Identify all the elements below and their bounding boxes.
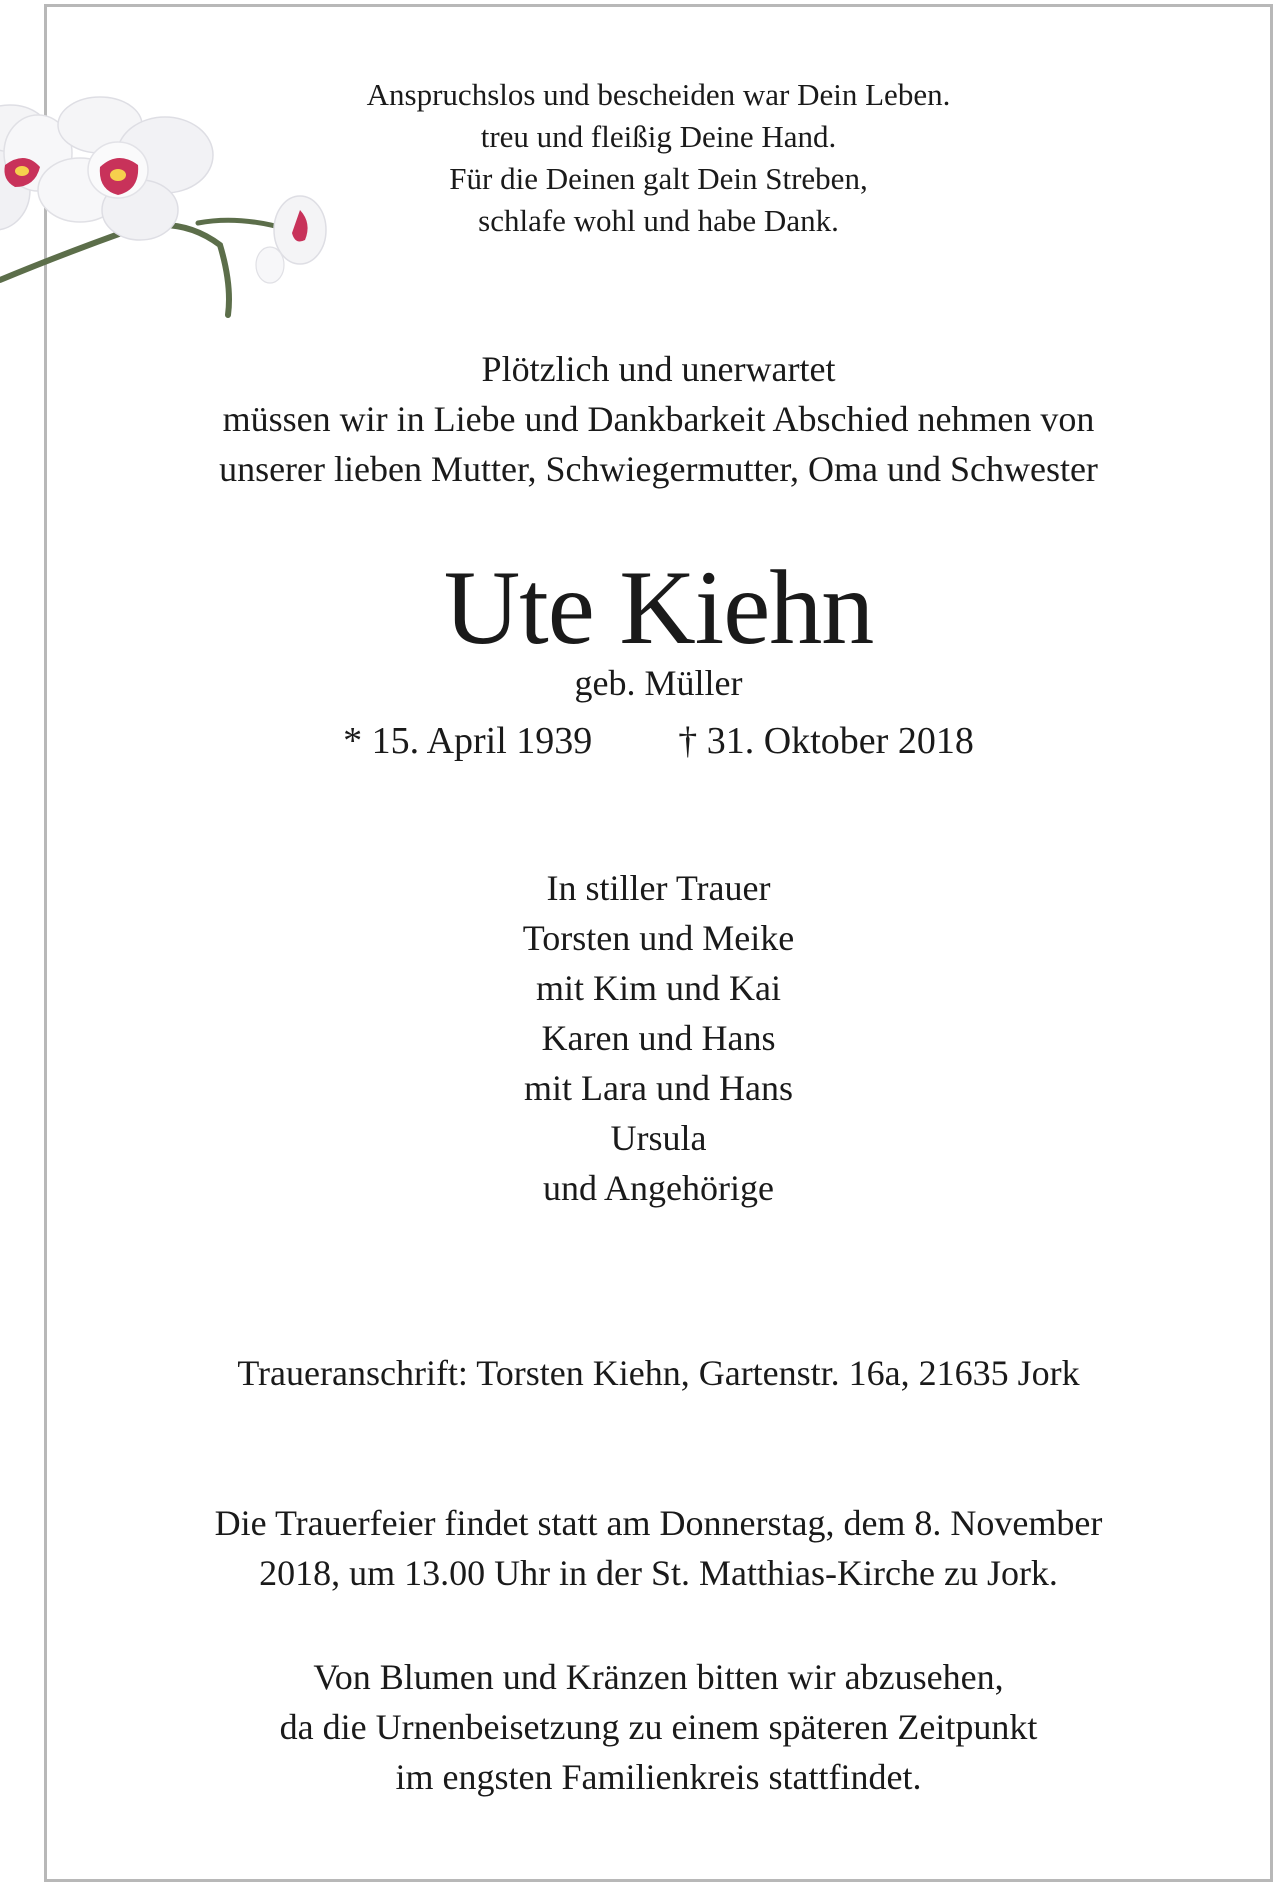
mourning-address: Traueranschrift: Torsten Kiehn, Gartenstr. 16a, 21635 Jork — [237, 1353, 1080, 1393]
death-date: † 31. Oktober 2018 — [678, 720, 974, 762]
flowers-note-line: im engsten Familienkreis stattfindet. — [395, 1757, 922, 1797]
mourner-line: mit Lara und Hans — [524, 1068, 793, 1108]
memorial-poem — [44, 74, 1273, 242]
mourner-line: Karen und Hans — [541, 1018, 776, 1058]
ceremony-info — [44, 1498, 1273, 1598]
mourner-line: mit Kim und Kai — [536, 968, 781, 1008]
poem-line: treu und fleißig Deine Hand. — [480, 119, 837, 154]
flowers-note-line: Von Blumen und Kränzen bitten wir abzusehen, — [313, 1657, 1004, 1697]
flowers-note — [44, 1652, 1273, 1802]
intro-line: müssen wir in Liebe und Dankbarkeit Abschied nehmen von — [222, 399, 1095, 439]
birth-date: * 15. April 1939 — [343, 720, 593, 762]
poem-line: Für die Deinen galt Dein Streben, — [449, 161, 868, 196]
mourner-line: Ursula — [610, 1118, 707, 1158]
poem-line: Anspruchslos und bescheiden war Dein Leben. — [366, 77, 951, 112]
mourners-list — [44, 863, 1273, 1213]
mourner-line: In stiller Trauer — [546, 868, 771, 908]
announcement-intro — [44, 344, 1273, 494]
maiden-name: geb. Müller — [574, 663, 743, 703]
life-dates — [44, 716, 1273, 766]
deceased-name: Ute Kiehn — [443, 549, 874, 666]
intro-line: Plötzlich und unerwartet — [481, 349, 836, 389]
mourner-line: und Angehörige — [543, 1168, 774, 1208]
mourner-line: Torsten und Meike — [522, 918, 795, 958]
ceremony-line: Die Trauerfeier findet statt am Donnerstag, dem 8. November — [214, 1503, 1103, 1543]
intro-line: unserer lieben Mutter, Schwiegermutter, Oma und Schwester — [219, 449, 1098, 489]
poem-line: schlafe wohl und habe Dank. — [478, 203, 839, 238]
flowers-note-line: da die Urnenbeisetzung zu einem späteren Zeitpunkt — [279, 1707, 1038, 1747]
ceremony-line: 2018, um 13.00 Uhr in der St. Matthias-Kirche zu Jork. — [259, 1553, 1058, 1593]
